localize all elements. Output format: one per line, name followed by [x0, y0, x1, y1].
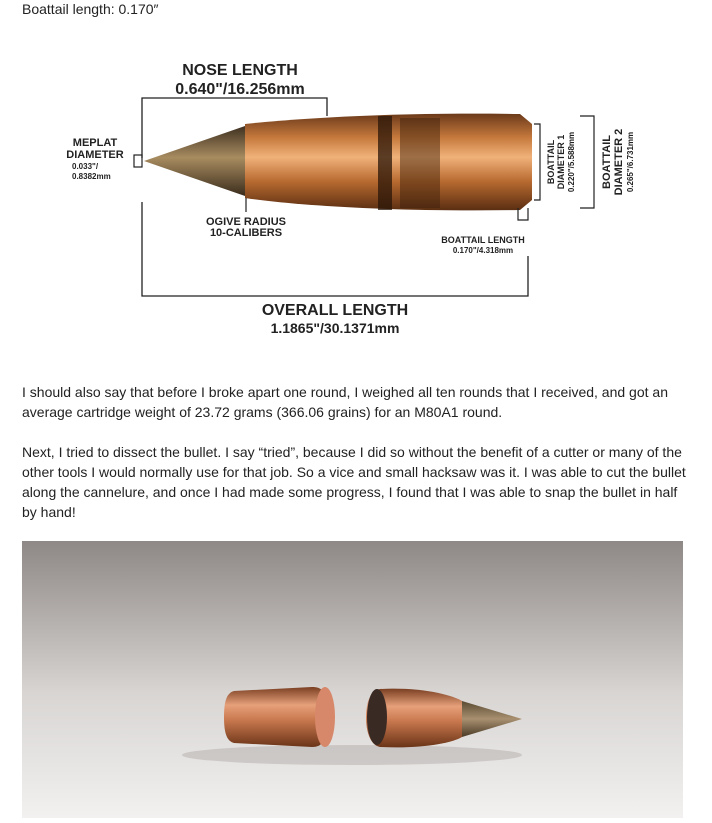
- bullet-tip: [144, 126, 250, 196]
- body-paragraph-dissection: Next, I tried to dissect the bullet. I say “tried”, because I did so without the benefit of a cutter or many of the other tools I would normally use for that job. So a vice and small hacksaw was it. I was able to cut the bullet along the cannelure, and once I had made some progress, I found that I was able to snap the bullet in half by hand!: [22, 444, 686, 520]
- bullet-cannelure-band: [378, 116, 392, 210]
- meplat-label-2: DIAMETER: [66, 149, 124, 161]
- nose-length-value: 0.640"/16.256mm: [175, 81, 305, 98]
- boattail-length-label: BOATTAIL LENGTH: [441, 235, 525, 245]
- meplat-marker: [134, 155, 142, 167]
- bullet-halves-photo: [22, 541, 683, 818]
- overall-length-value: 1.1865"/30.1371mm: [270, 320, 400, 336]
- ogive-label-2: 10-CALIBERS: [209, 227, 283, 239]
- photo-background: [22, 541, 683, 818]
- meplat-value-1: 0.033"/: [72, 162, 99, 171]
- boattail-d2-label-1: BOATTAIL: [601, 135, 613, 189]
- boattail-d1-bracket: [534, 124, 540, 200]
- boattail-d2-value: 0.265"/6.731mm: [626, 131, 635, 193]
- boattail-d2-bracket: [580, 116, 594, 208]
- bullet-front-face: [367, 689, 387, 745]
- diagram-svg: [40, 40, 680, 350]
- bullet-rear-face: [315, 687, 335, 747]
- boattail-d1-value: 0.220"/5.588mm: [567, 131, 576, 193]
- boattail-d1-label-1: BOATTAIL: [546, 139, 556, 185]
- bullet-dark-band: [400, 118, 440, 208]
- boattail-d1-label-2: DIAMETER 1: [556, 134, 566, 190]
- ogive-label-1: OGIVE RADIUS: [205, 216, 287, 228]
- photo-svg: [22, 541, 683, 818]
- overall-length-label: OVERALL LENGTH: [261, 302, 409, 319]
- nose-length-label: NOSE LENGTH: [182, 62, 298, 79]
- photo-shadow: [182, 745, 522, 765]
- boattail-length-line: Boattail length: 0.170″: [22, 1, 159, 17]
- bullet-dimension-diagram: [40, 40, 680, 350]
- meplat-label-1: MEPLAT: [72, 137, 118, 149]
- bullet-rear-half: [224, 687, 328, 747]
- meplat-value-2: 0.8382mm: [72, 172, 111, 181]
- body-paragraph-weight: I should also say that before I broke apart one round, I weighed all ten rounds that I received, and got an average cartridge weight of 23.72 grams (366.06 grains) for an M80A1 round.: [22, 384, 668, 420]
- boattail-length-value: 0.170"/4.318mm: [452, 246, 514, 255]
- boattail-d2-label-2: DIAMETER 2: [613, 128, 625, 196]
